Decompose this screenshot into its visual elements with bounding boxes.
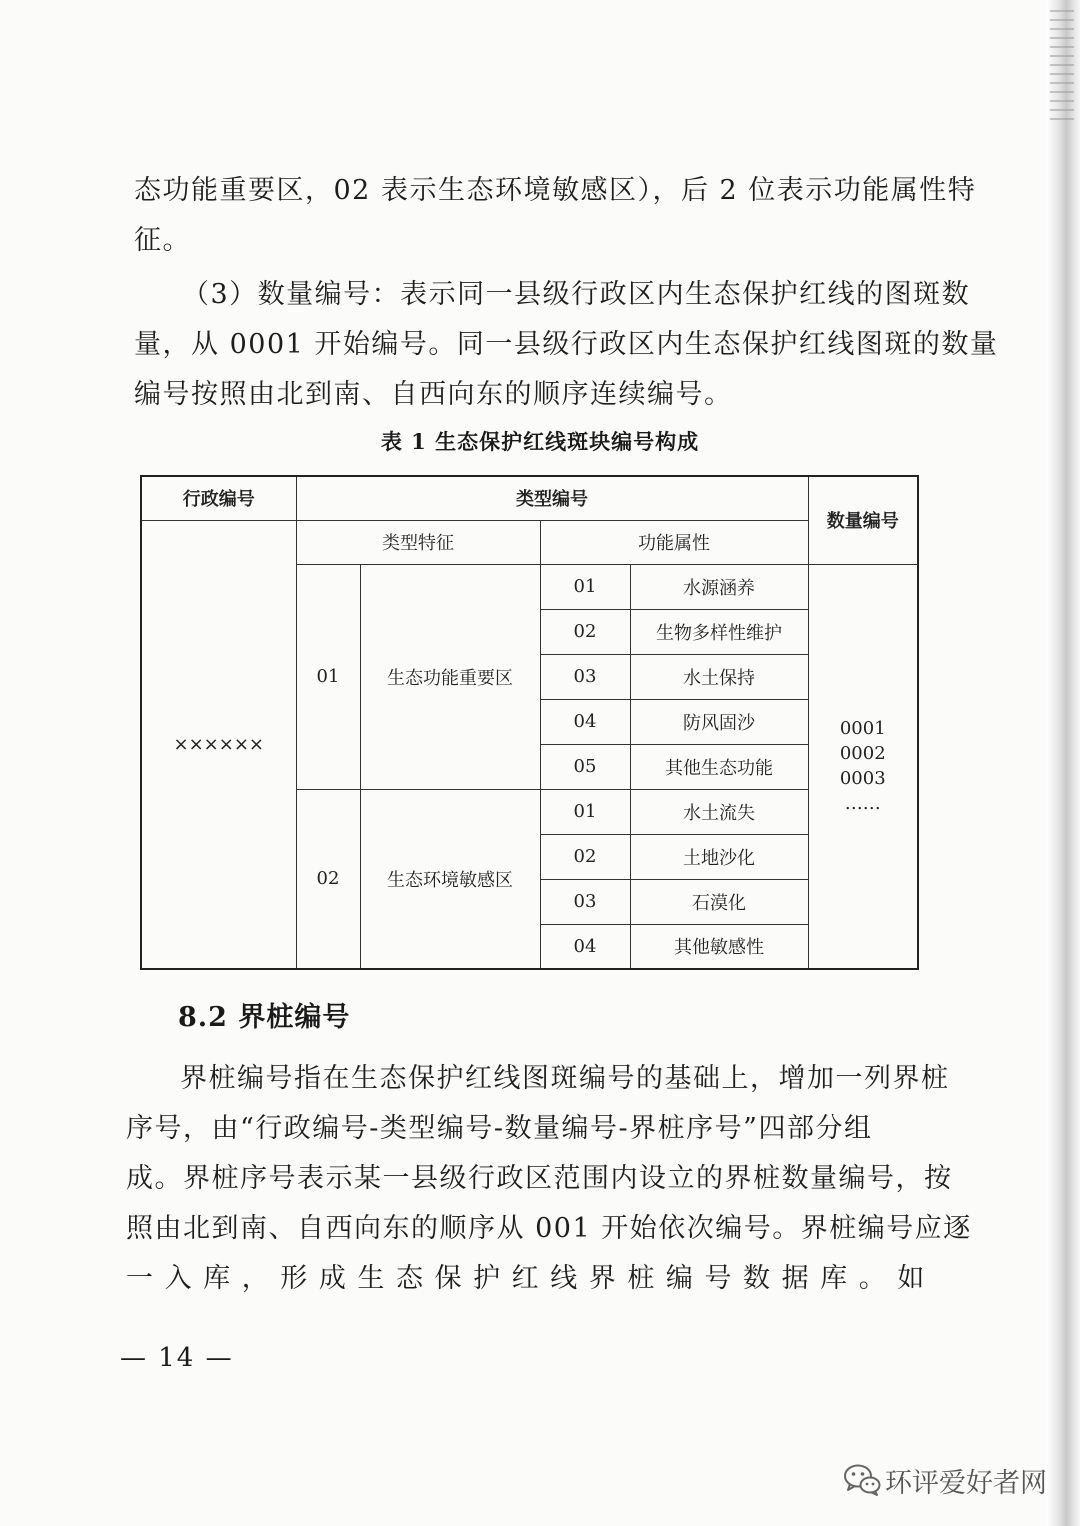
- section-heading: 8.2 界桩编号: [178, 1002, 351, 1033]
- function-code: 02: [540, 609, 630, 654]
- code-structure-table: [140, 475, 919, 970]
- count-value: 0001: [839, 718, 886, 740]
- type-code: 01: [296, 564, 360, 789]
- text-char: 库: [820, 1263, 849, 1294]
- text-char: 护: [473, 1263, 502, 1294]
- count-value: 0003: [839, 768, 886, 790]
- function-code: 03: [540, 879, 630, 924]
- header-admin-code: 行政编号: [141, 476, 296, 520]
- text-char: 入: [164, 1263, 194, 1294]
- function-name: 水源涵养: [630, 564, 808, 609]
- text-line: 态功能重要区，02 表示生态环境敏感区），后 2 位表示功能属性特: [134, 175, 977, 206]
- text-char: 桩: [627, 1263, 656, 1294]
- text-line: 序号，由“行政编号-类型编号-数量编号-界桩序号”四部分组: [126, 1113, 873, 1144]
- text-line: 照由北到南、自西向东的顺序从 001 开始依次编号。界桩编号应逐: [126, 1213, 972, 1244]
- function-code: 01: [540, 564, 630, 609]
- function-name: 生物多样性维护: [630, 609, 808, 654]
- table-caption: 表 1 生态保护红线斑块编号构成: [380, 429, 700, 454]
- count-code-values: [808, 564, 918, 969]
- text-char: 红: [511, 1263, 541, 1294]
- text-char: 。: [858, 1263, 888, 1294]
- paragraph-continuation: [134, 166, 976, 266]
- function-name: 水土流失: [630, 789, 808, 834]
- text-char: 编: [665, 1263, 695, 1294]
- text-line: （3）数量编号：表示同一县级行政区内生态保护红线的图斑数: [182, 279, 971, 310]
- text-line: 征。: [134, 225, 191, 256]
- function-name: 石漠化: [630, 879, 808, 924]
- text-char: ，: [241, 1263, 271, 1294]
- text-char: 线: [550, 1263, 579, 1294]
- text-char: 形: [280, 1263, 309, 1294]
- text-line: 编号按照由北到南、自西向东的顺序连续编号。: [134, 379, 733, 410]
- text-char: 号: [704, 1263, 733, 1294]
- function-code: 05: [540, 744, 630, 789]
- header-type-code: 类型编号: [296, 476, 808, 520]
- function-code: 03: [540, 654, 630, 699]
- text-char: 库: [203, 1263, 232, 1294]
- watermark-text: 环评爱好者网: [885, 1467, 1047, 1499]
- text-char: 成: [318, 1263, 348, 1294]
- header-function-attribute: 功能属性: [540, 520, 808, 564]
- text-char: 态: [395, 1263, 425, 1294]
- type-name: 生态环境敏感区: [360, 789, 540, 969]
- page-number: — 14 —: [120, 1343, 234, 1373]
- header-type-feature: 类型特征: [296, 520, 540, 564]
- function-name: 土地沙化: [630, 834, 808, 879]
- text-char: 如: [897, 1263, 926, 1294]
- function-name: 防风固沙: [630, 699, 808, 744]
- paragraph-boundary-pile: [126, 1054, 972, 1304]
- function-name: 水土保持: [630, 654, 808, 699]
- text-char: 界: [588, 1263, 618, 1294]
- table-subheader-row: [141, 520, 918, 564]
- function-code: 01: [540, 789, 630, 834]
- header-count-code: 数量编号: [808, 476, 918, 564]
- type-code: 02: [296, 789, 360, 969]
- text-char: 保: [434, 1263, 463, 1294]
- paragraph-quantity-code: [134, 270, 998, 420]
- scan-edge-shadow: [1046, 0, 1080, 1526]
- text-line: 成。界桩序号表示某一县级行政区范围内设立的界桩数量编号，按: [126, 1163, 953, 1194]
- count-value: 0002: [839, 743, 886, 765]
- text-char: 生: [357, 1263, 386, 1294]
- scan-edge-marks: [1050, 10, 1074, 120]
- function-code: 02: [540, 834, 630, 879]
- wechat-icon: [843, 1463, 881, 1497]
- function-name: 其他生态功能: [630, 744, 808, 789]
- text-char: 据: [781, 1263, 811, 1294]
- watermark: [843, 1460, 1047, 1500]
- text-line: 量，从 0001 开始编号。同一县级行政区内生态保护红线图斑的数量: [134, 329, 999, 360]
- function-name: 其他敏感性: [630, 924, 808, 969]
- admin-code-value: ××××××: [141, 520, 296, 969]
- text-line: 界桩编号指在生态保护红线图斑编号的基础上，增加一列界桩: [180, 1063, 950, 1094]
- count-ellipsis: ……: [844, 793, 881, 815]
- function-code: 04: [540, 924, 630, 969]
- type-name: 生态功能重要区: [360, 564, 540, 789]
- text-line-justified: [126, 1254, 926, 1304]
- text-char: 数: [743, 1263, 772, 1294]
- table-header-row: [141, 476, 918, 520]
- function-code: 04: [540, 699, 630, 744]
- text-char: 一: [126, 1263, 155, 1294]
